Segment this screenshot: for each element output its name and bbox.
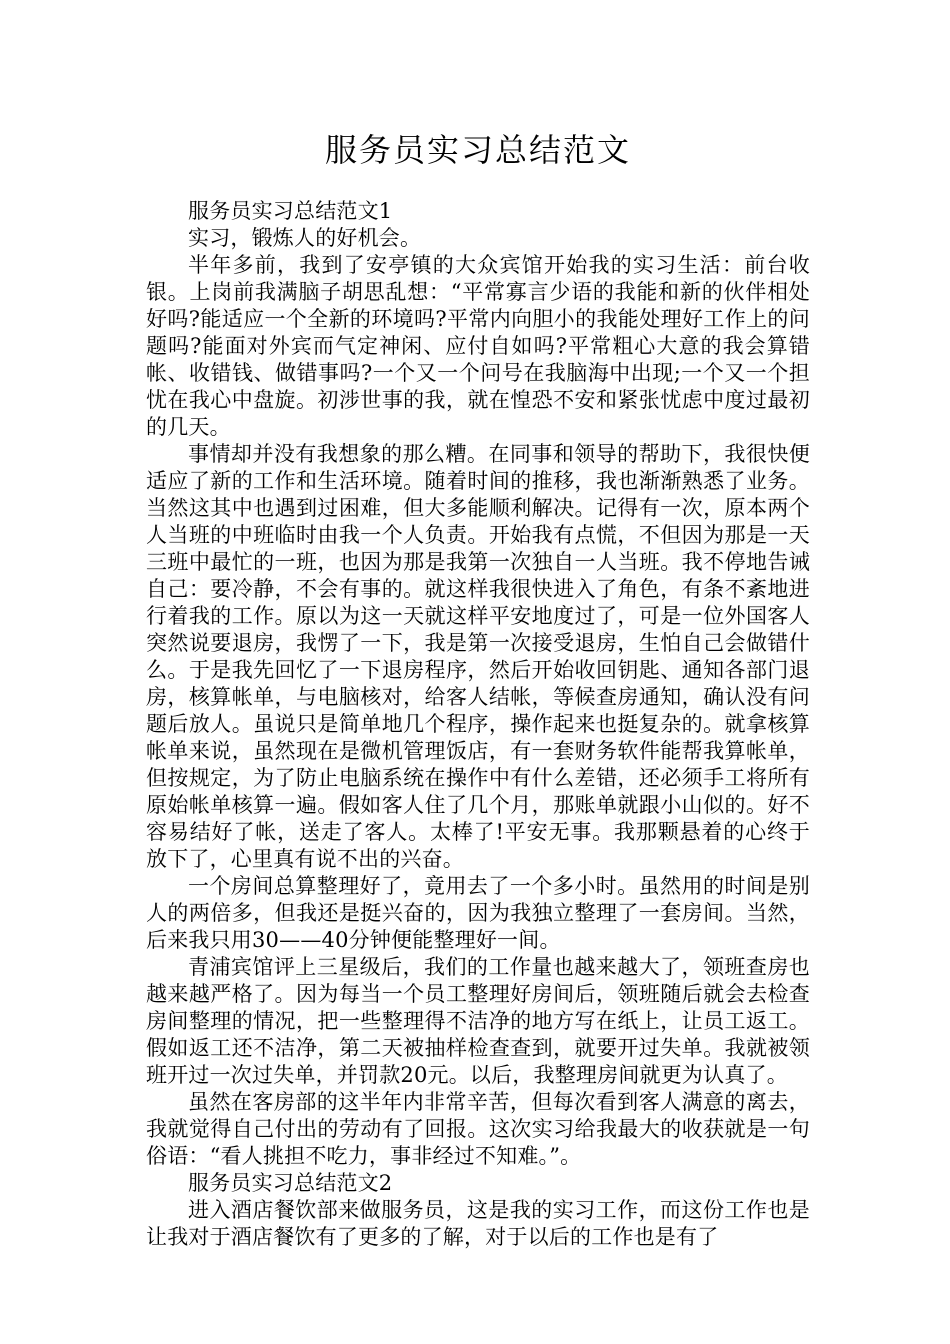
section-heading-1: 服务员实习总结范文1 xyxy=(188,199,393,223)
paragraph: 实习，锻炼人的好机会。 xyxy=(188,226,422,250)
document-body xyxy=(146,198,810,1251)
paragraph: 一个房间总算整理好了，竟用去了一个多小时。虽然用的时间是别人的两倍多，但我还是挺兴奋的，因为我独立整理了一套房间。当然，后来我只用30——40分钟便能整理好一间。 xyxy=(146,874,810,952)
document-title: 服务员实习总结范文 xyxy=(324,131,631,169)
paragraph: 半年多前，我到了安亭镇的大众宾馆开始我的实习生活：前台收银。上岗前我满脑子胡思乱想：“平常寡言少语的我能和新的伙伴相处好吗?能适应一个全新的环境吗?平常内向胆小的我能处理好工作上的问题吗?能面对外宾而气定神闲、应付自如吗?平常粗心大意的我会算错帐、收错钱、做错事吗?一个又一个问号在我脑海中出现;一个又一个担忧在我心中盘旋。初涉世事的我，就在惶恐不安和紧张忧虑中度过最初的几天。 xyxy=(146,253,810,439)
paragraph: 事情却并没有我想象的那么糟。在同事和领导的帮助下，我很快便适应了新的工作和生活环境。随着时间的推移，我也渐渐熟悉了业务。当然这其中也遇到过困难，但大多能顺利解决。记得有一次，原本两个人当班的中班临时由我一个人负责。开始我有点慌，不但因为那是一天三班中最忙的一班，也因为那是我第一次独自一人当班。我不停地告诫自己：要冷静，不会有事的。就这样我很快进入了角色，有条不紊地进行着我的工作。原以为这一天就这样平安地度过了，可是一位外国客人突然说要退房，我愣了一下，我是第一次接受退房，生怕自己会做错什么。于是我先回忆了一下退房程序，然后开始收回钥匙、通知各部门退房，核算帐单，与电脑核对，给客人结帐，等候查房通知，确认没有问题后放人。虽说只是简单地几个程序，操作起来也挺复杂的。就拿核算帐单来说，虽然现在是微机管理饭店，有一套财务软件能帮我算帐单，但按规定，为了防止电脑系统在操作中有什么差错，还必须手工将所有原始帐单核算一遍。假如客人住了几个月，那账单就跟小山似的。好不容易结好了帐，送走了客人。太棒了!平安无事。我那颗悬着的心终于放下了，心里真有说不出的兴奋。 xyxy=(146,442,810,871)
paragraph: 虽然在客房部的这半年内非常辛苦，但每次看到客人满意的离去，我就觉得自己付出的劳动有了回报。这次实习给我最大的收获就是一句俗语：“看人挑担不吃力，事非经过不知难。”。 xyxy=(146,1090,810,1168)
section-heading-2: 服务员实习总结范文2 xyxy=(188,1171,393,1195)
paragraph: 青浦宾馆评上三星级后，我们的工作量也越来越大了，领班查房也越来越严格了。因为每当一个员工整理好房间后，领班随后就会去检查房间整理的情况，把一些整理得不洁净的地方写在纸上，让员工返工。假如返工还不洁净，第二天被抽样检查查到，就要开过失单。我就被领班开过一次过失单，并罚款20元。以后，我整理房间就更为认真了。 xyxy=(146,955,810,1087)
paragraph: 进入酒店餐饮部来做服务员，这是我的实习工作，而这份工作也是让我对于酒店餐饮有了更多的了解，对于以后的工作也是有了 xyxy=(146,1198,810,1249)
